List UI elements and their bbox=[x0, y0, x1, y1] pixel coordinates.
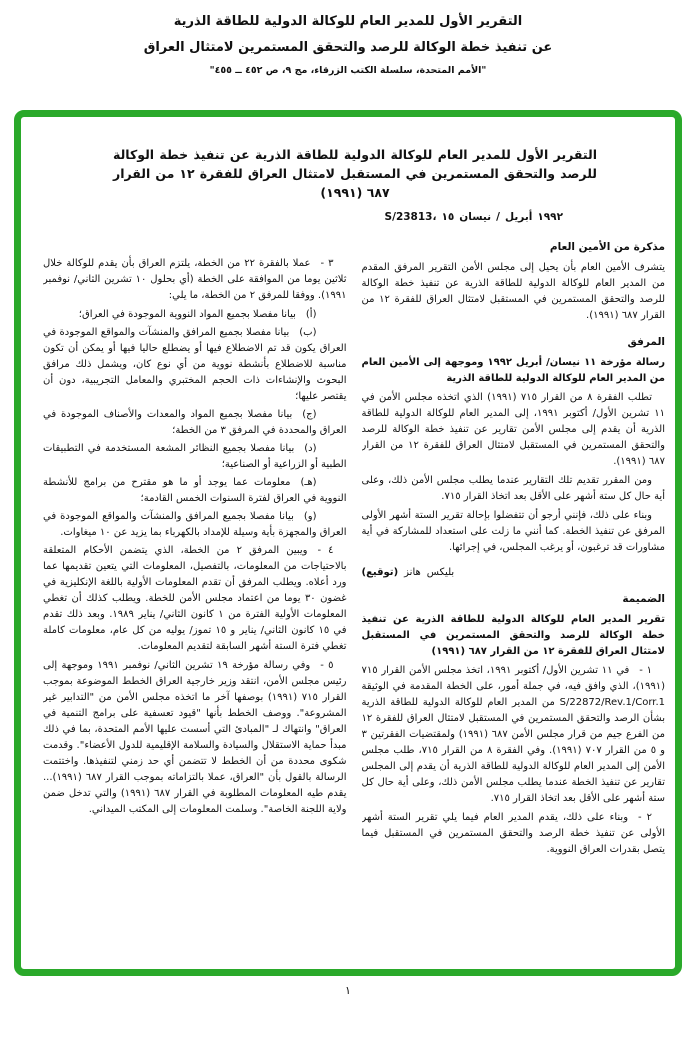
header-title-line2: عن تنفيذ خطة الوكالة للرصد والتحقق المستمرين لامتثال العراق bbox=[143, 40, 553, 55]
paragraph: ٤ - ويبين المرفق ٢ من الخطة، الذي يتضمن الأحكام المتعلقة بالاحتياجات من المعلومات، بالتفصيل، المعلومات التي يتعين تقديمها عما ورد أعلاه. ويطلب المرفق أن تقدم المعلومات الأولية باللغة الإنكليزية في غضون ٣٠ يوما من اعتماد مجلس الأمن للخطة. ويطلب كذلك أن تغطي المعلومات الأولية الفترة من ١ كانون الثاني/ يناير ١٩٨٩. وبعد ذلك تقدم في ١٥ كانون الثاني/ يناير و ١٥ تموز/ يوليه من كل عام، معلومات كاملة تغطي فترة الستة أشهر السابقة لتقديم المعلومات. bbox=[43, 545, 347, 652]
list-item: (و) بيانا مفصلا بجميع المرافق والمنشآت والمواقع الموجودة في العراق والمجهزة بأية وسيلة للإمداد بالكهرباء بما يزيد عن ١٠ ميغاوات. bbox=[43, 511, 347, 538]
paragraph: وبناء على ذلك، فإنني أرجو أن تتفضلوا بإحالة تقرير الستة أشهر الأولى المرفق عن تنفيذ الخطة. كما أنني ما زلت على استعداد للمشاركة في أية مشاورات قد ترغبون، أو يرغب المجلس، في إجرائها. bbox=[361, 510, 665, 553]
list-item: (أ) بيانا مفصلا بجميع المواد النووية الموجودة في العراق؛ bbox=[78, 309, 317, 320]
paragraph: ٥ - وفي رسالة مؤرخة ١٩ تشرين الثاني/ نوفمبر ١٩٩١ وموجهة إلى رئيس مجلس الأمن، انتقد وزير خارجية العراق الخطط الموضوعة بموجب القرار ٧١٥ (١٩٩١) بوصفها آخر ما اتخذه مجلس الأمن من "التدابير غير المشروعة". ووصف الخطط بأنها "قيود تعسفية على برامج التنمية في العراق" وانتهاك لـ "المبادئ التي أسست عليها الأمم المتحدة، بما في ذلك مبدأ حماية الاستقلال والسيادة والسلامة الإقليمية للدول الأعضاء". وقدمت شكوى محددة من أن الخطط لا تتضمن أي حد زمني لتنفيذها. واختتمت الرسالة بالقول بأن "العراق، عملا بالتزاماته بموجب القرار ٦٨٧ (١٩٩١)... يقدم طيه المعلومات المطلوبة في القرار ٦٨٧ (١٩٩١) والتي تدخل ضمن ولاية اللجنة الخاصة". وسلمت المعلومات إلى المكتب الميداني. bbox=[43, 660, 347, 815]
section-heading: الضميمة bbox=[622, 593, 665, 605]
paragraph: تطلب الفقرة ٨ من القرار ٧١٥ (١٩٩١) الذي اتخذه مجلس الأمن في ١١ تشرين الأول/ أكتوبر ١٩٩١، إلى المدير العام للوكالة الدولية للطاقة الذرية أن يقدم إلى مجلس الأمن تقارير عن تنفيذ خطة الوكالة للرصد والتحقق المستمرين في المستقبل لامتثال العراق للفقرة ١٢ من القرار ٦٨٧ (١٩٩١). bbox=[361, 392, 665, 467]
list-item: (ج) بيانا مفصلا بجميع المواد والمعدات والأصناف الموجودة في العراق والمحددة في المرفق ٣ من الخطة؛ bbox=[43, 409, 347, 436]
docref-token: نيسان bbox=[459, 211, 492, 223]
paragraph: ٣ - عملا بالفقرة ٢٢ من الخطة، يلتزم العراق بأن يقدم للوكالة خلال ثلاثين يوما من الموافقة على الخطة (أي بحلول ١٠ تشرين الثاني/ نوفمبر ١٩٩١). ووفقا للمرفق ٢ من الخطة، ما يلي: bbox=[43, 258, 347, 301]
signature-label: (توقيع) bbox=[361, 567, 399, 578]
docref-token: ١٩٩٢ bbox=[537, 211, 563, 223]
docref-token: ١٥ bbox=[441, 211, 455, 223]
docref-token: أبريل bbox=[504, 211, 533, 223]
signature-name: بليكس bbox=[426, 567, 455, 578]
document-reference bbox=[385, 211, 563, 223]
report-title: التقرير الأول للمدير العام للوكالة الدولية للطاقة الذرية عن تنفيذ خطة الوكالة للرصد والتحقق المستمرين في المستقبل لامتثال العراق للفقرة ١٢ من القرار ٦٨٧ (١٩٩١) bbox=[113, 147, 597, 200]
docref-token: / bbox=[496, 211, 500, 223]
docref-token: S/23813، bbox=[384, 211, 437, 223]
paragraph: ٢ - وبناء على ذلك، يقدم المدير العام فيما يلي تقرير الستة أشهر الأولى عن تنفيذ خطة الرصد والتحقق المستمرين في المستقبل فيما يتصل بقدرات العراق النووية. bbox=[361, 812, 665, 855]
two-column-text bbox=[43, 239, 665, 964]
paragraph: يتشرف الأمين العام بأن يحيل إلى مجلس الأمن التقرير المرفق المقدم من المدير العام للوكالة الدولية للطاقة الذرية عن تنفيذ خطة الوكالة للرصد والتحقق المستمرين في المستقبل لامتثال العراق للفقرة ١٢ من القرار ٦٨٧ (١٩٩١). bbox=[361, 262, 665, 321]
column-left bbox=[43, 239, 347, 964]
paragraph: ومن المقرر تقديم تلك التقارير عندما يطلب مجلس الأمن ذلك، وعلى أية حال كل ستة أشهر على الأقل بعد اتخاذ القرار ٧١٥. bbox=[361, 475, 665, 502]
column-right bbox=[362, 239, 666, 964]
green-border-box bbox=[14, 110, 682, 976]
list-item: (د) بيانا مفصلا بجميع النظائر المشعة المستخدمة في التطبيقات الطبية أو الزراعية أو الصناعية؛ bbox=[43, 443, 347, 470]
list-item: (ب) بيانا مفصلا بجميع المرافق والمنشآت والمواقع الموجودة في العراق يكون قد تم الاضطلاع فيها أو يضطلع حاليا فيها أو يمكن أن تكون مناسبة للاضطلاع بأنشطة نووية من أي نوع كان، ويشمل ذلك مرافق البحوث والإنشاءات ذات الحجم المختبري والمعامل التجريبية، دون أن يقتصر عليها؛ bbox=[43, 327, 347, 402]
document-header bbox=[0, 14, 696, 76]
header-source-line: "الأمم المتحدة، سلسلة الكتب الزرقاء، مج ٩، ص ٤٥٢ ــ ٤٥٥" bbox=[209, 65, 487, 76]
list-item: (هـ) معلومات عما يوجد أو ما هو مقترح من برامج للأنشطة النووية في العراق لفترة السنوات الخمس القادمة؛ bbox=[43, 477, 347, 504]
section-heading: مذكرة من الأمين العام bbox=[549, 241, 665, 253]
header-title-line1: التقرير الأول للمدير العام للوكالة الدولية للطاقة الذرية bbox=[173, 14, 523, 29]
signature-line bbox=[362, 565, 666, 581]
section-heading: المرفق bbox=[627, 336, 665, 348]
paragraph: رسالة مؤرخة ١١ نيسان/ أبريل ١٩٩٢ وموجهة إلى الأمين العام من المدير العام للوكالة الدولية للطاقة الذرية bbox=[361, 357, 665, 384]
paragraph: ١ - في ١١ تشرين الأول/ أكتوبر ١٩٩١، اتخذ مجلس الأمن القرار ٧١٥ (١٩٩١)، الذي وافق فيه، في جملة أمور، على الخطة المقدمة في الوثيقة S/22872/Rev.1/Corr.1 من المدير العام للوكالة الدولية للطاقة الذرية بشأن الرصد والتحقق المستمرين في المستقبل لامتثال العراق للفقرة ١٢ من الفرع جيم من قرار مجلس الأمن ٦٨٧ (١٩٩١) ولمقتضيات الفقرتين ٣ و ٥ من القرار ٧٠٧ (١٩٩١). وفي الفقرة ٨ من القرار ٧١٥، طلب مجلس الأمن إلى المدير العام للوكالة الدولية للطاقة الذرية أن يقدم إلى المجلس تقارير عن تنفيذ الخطة عندما يطلب مجلس الأمن ذلك، وعلى أية حال كل ستة أشهر على الأقل بعد اتخاذ القرار ٧١٥. bbox=[361, 665, 665, 804]
signature-name: هانز bbox=[404, 567, 421, 578]
page-number: ١ bbox=[345, 984, 351, 997]
paragraph: تقرير المدير العام للوكالة الدولية للطاقة الذرية عن تنفيذ خطة الوكالة للرصد والتحقق المستمرين في المستقبل لامتثال العراق للفقرة ١٢ من القرار ٦٨٧ (١٩٩١) bbox=[361, 614, 665, 657]
